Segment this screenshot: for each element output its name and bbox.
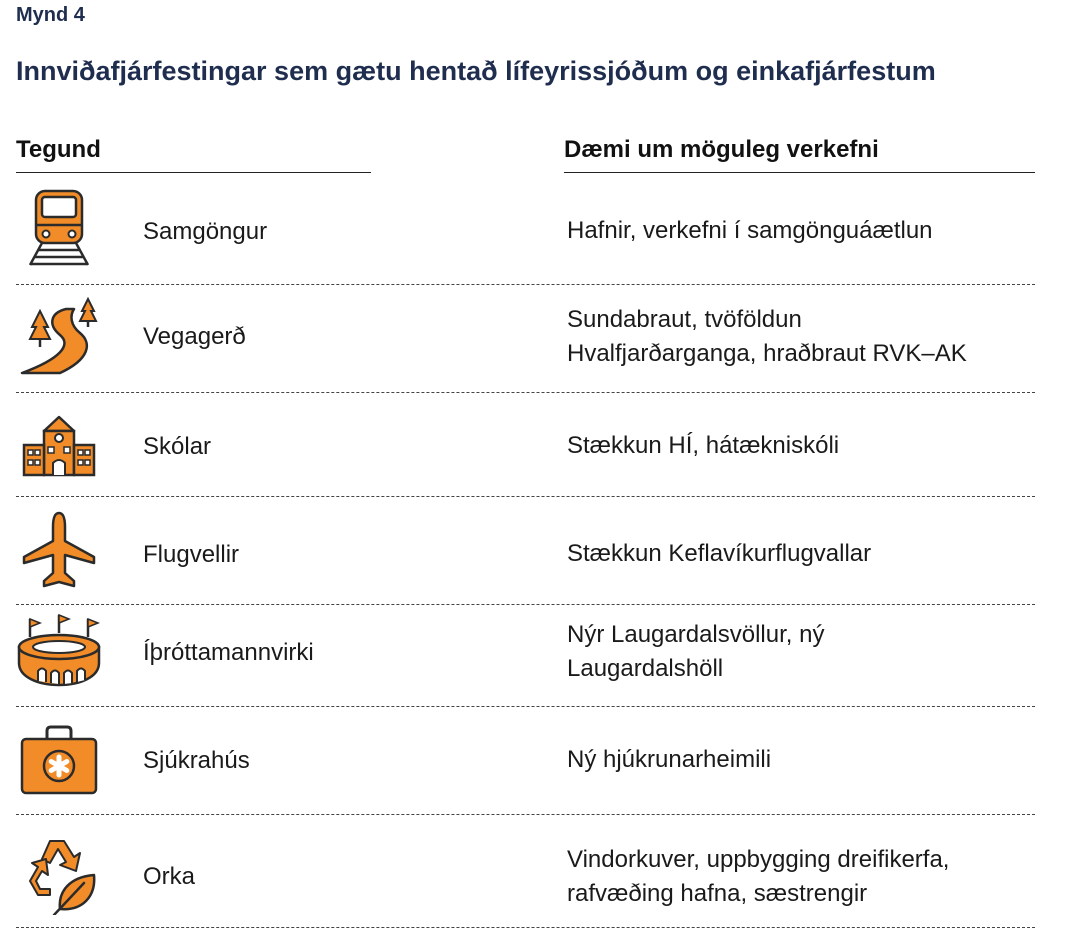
column-header-examples: Dæmi um möguleg verkefni — [564, 136, 1035, 173]
recycle-leaf-icon — [20, 837, 98, 915]
table-row-samgongur — [16, 180, 1035, 285]
row-examples: Vindorkuver, uppbygging dreifikerfa, rafvæðing hafna, sæstrengir — [567, 846, 950, 907]
table-row-sjukrahus — [16, 707, 1035, 815]
figure-title: Innviðafjárfestingar sem gætu hentað lífeyrissjóðum og einkafjárfestum — [16, 56, 936, 86]
row-examples: Hafnir, verkefni í samgönguáætlun — [567, 217, 933, 244]
row-examples: Stækkun HÍ, hátækniskóli — [567, 432, 840, 459]
row-type-label: Samgöngur — [143, 218, 268, 245]
table-row-skolar — [16, 393, 1035, 497]
row-examples: Nýr Laugardalsvöllur, ný Laugardalshöll — [567, 621, 825, 682]
row-examples: Stækkun Keflavíkurflugvallar — [567, 540, 872, 567]
road-icon — [20, 297, 98, 375]
medical-kit-icon — [20, 721, 98, 799]
row-type-label: Íþróttamannvirki — [143, 639, 314, 666]
table-row-ithrottamannvirki — [16, 605, 1035, 707]
stadium-icon — [16, 611, 102, 689]
table-row-orka — [16, 815, 1035, 928]
train-icon — [20, 189, 98, 267]
table-row-vegagerd — [16, 285, 1035, 393]
school-icon — [20, 407, 98, 485]
row-type-label: Orka — [143, 863, 196, 890]
figure-label: Mynd 4 — [16, 4, 85, 26]
table-row-flugvellir — [16, 497, 1035, 605]
row-examples: Sundabraut, tvöföldun Hvalfjarðarganga, hraðbraut RVK–AK — [567, 306, 967, 367]
row-type-label: Sjúkrahús — [143, 747, 250, 774]
row-type-label: Vegagerð — [143, 323, 246, 350]
row-examples: Ný hjúkrunarheimili — [567, 746, 772, 773]
row-type-label: Skólar — [143, 433, 212, 460]
column-header-type: Tegund — [16, 136, 371, 173]
row-type-label: Flugvellir — [143, 541, 240, 568]
airplane-icon — [20, 511, 98, 589]
